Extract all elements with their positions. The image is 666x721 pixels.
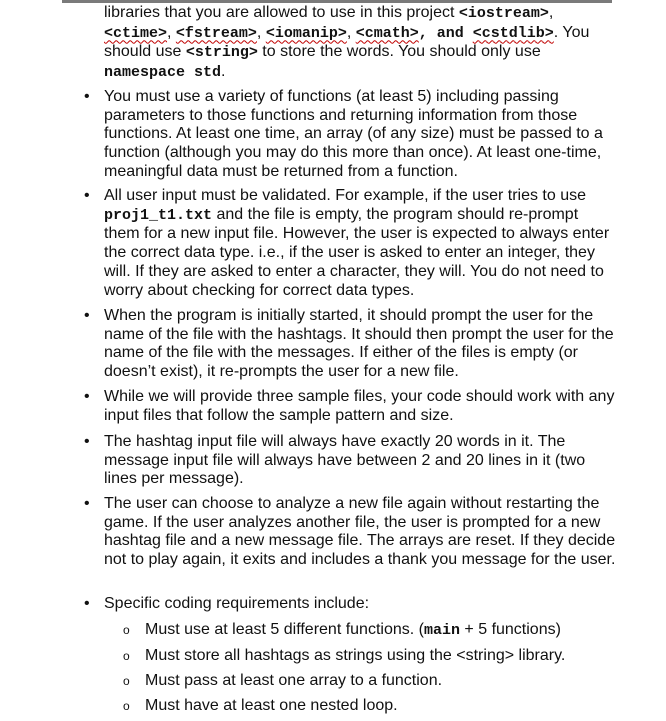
bullet-text: The hashtag input file will always have exactly 20 words in it. The message input file will always have between 2 and 20 lines in it (two lines per message).	[104, 433, 586, 488]
bullet-item-prompt	[84, 307, 616, 382]
bullet-text: Specific coding requirements include:	[104, 595, 370, 612]
bullet-text: You must use a variety of functions (at least 5) including passing parameters to those functions and returning information from those functions. At least one time, an array (of any size) must be passed to a function (although you may do this more than once). At least one-time, meaningful data must be returned from a function.	[104, 88, 603, 180]
bullet-glyph: •	[84, 88, 90, 105]
subitem-text: Must have at least one nested loop.	[145, 697, 398, 714]
circle-glyph: o	[123, 674, 130, 688]
code-main: main	[423, 622, 460, 639]
text-run: ,	[346, 23, 356, 41]
subitem-text: Must store all hashtags as strings using the <string> library.	[145, 647, 566, 664]
code-string: <string>	[185, 44, 258, 62]
code-ctime: <ctime>	[104, 24, 168, 42]
subitem-strings	[123, 647, 615, 666]
text-run: ,	[167, 23, 176, 41]
bullet-text: All user input must be validated. For example, if the user tries to use	[104, 187, 587, 204]
text-run: ,	[548, 4, 554, 21]
circle-glyph: o	[123, 699, 130, 713]
text-run: libraries that you are allowed to use in this project	[104, 4, 459, 21]
text-run: to store the words. You should only use	[257, 43, 541, 61]
subitem-text: + 5 functions)	[459, 621, 561, 638]
text-run: . You should use	[104, 23, 590, 61]
code-iostream: <iostream>	[458, 5, 549, 22]
bullet-item-functions	[84, 88, 616, 182]
bullet-glyph: •	[84, 307, 90, 324]
bullet-text: The user can choose to analyze a new file again without restarting the game. If the user analyzes another file, the user is prompted for a new hashtag file and a new message file. The arrays are reset. If they decide not to play again, it exits and includes a thank you message for the user.	[104, 495, 616, 569]
subitem-array	[123, 672, 615, 691]
libraries-paragraph	[104, 4, 624, 83]
code-filename: proj1_t1.txt	[104, 206, 213, 224]
bullet-glyph: •	[84, 595, 90, 612]
code-and: , and	[418, 24, 473, 42]
code-cstdlib: <cstdlib>	[472, 24, 554, 42]
code-fstream: <fstream>	[175, 24, 257, 42]
bullet-text: While we will provide three sample files, your code should work with any input files that follow the sample pattern and size.	[104, 388, 615, 424]
bullet-item-coding-reqs	[84, 595, 616, 614]
subitem-nested-loop	[123, 697, 615, 716]
page-top-border	[62, 0, 612, 3]
code-iomanip: <iomanip>	[265, 24, 347, 42]
subitem-functions	[123, 621, 615, 641]
circle-glyph: o	[123, 649, 130, 663]
subitem-text: Must pass at least one array to a function.	[145, 672, 443, 689]
circle-glyph: o	[123, 623, 130, 637]
bullet-glyph: •	[84, 187, 90, 204]
bullet-text: When the program is initially started, it should prompt the user for the name of the file with the hashtags. It should then prompt the user for the name of the file with the messages. If either of the files is empty (or doesn’t exist), it re-prompts the user for a new file.	[104, 307, 614, 381]
code-cmath: <cmath>	[355, 24, 419, 42]
code-namespace-std: namespace std	[104, 64, 222, 82]
bullet-text: and the file is empty, the program should re-prompt them for a new input file. However, the user is expected to always enter the correct data type. i.e., if the user is asked to enter an integer, they will. If they are asked to enter a character, they will. You do not need to worry about checking for correct data types.	[104, 205, 610, 299]
bullet-item-input-size	[84, 433, 616, 489]
subitem-text: Must use at least 5 different functions. (	[145, 621, 424, 638]
bullet-item-sample-files	[84, 388, 616, 425]
bullet-glyph: •	[84, 433, 90, 450]
bullet-item-validation	[84, 187, 616, 300]
text-run: .	[221, 63, 226, 81]
bullet-item-replay	[84, 495, 616, 570]
bullet-glyph: •	[84, 388, 90, 405]
bullet-glyph: •	[84, 495, 90, 512]
text-run: ,	[256, 23, 266, 41]
